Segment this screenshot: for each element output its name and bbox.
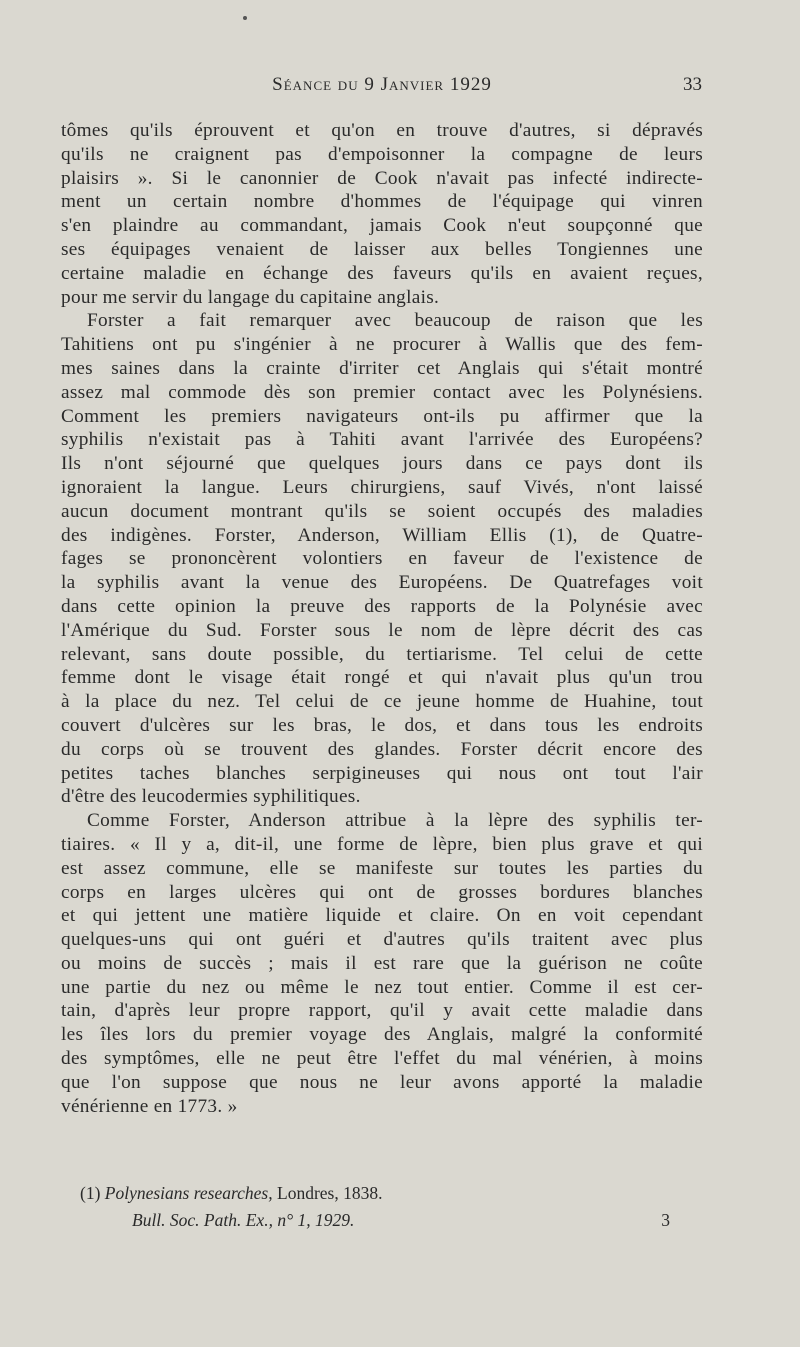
footnote-1 [80, 1180, 670, 1207]
body-line: petites taches blanches serpigineuses qui nous ont tout l'air [61, 762, 703, 784]
bulletin-line [80, 1207, 670, 1234]
body-line: ou moins de succès ; mais il est rare que la guérison ne coûte [61, 952, 703, 974]
body-line: Tahitiens ont pu s'ingénier à ne procurer à Wallis que des fem- [61, 334, 703, 356]
speck-mark [243, 16, 247, 20]
body-line: est assez commune, elle se manifeste sur toutes les parties du [61, 857, 703, 879]
body-line: aucun document montrant qu'ils se soient occupés des maladies [61, 500, 703, 522]
body-line: des indigènes. Forster, Anderson, William Ellis (1), de Quatre- [61, 524, 703, 546]
body-line: femme dont le visage était rongé et qui n'avait plus qu'un trou [61, 667, 703, 689]
body-line: ment un certain nombre d'hommes de l'équipage qui vinren [61, 191, 703, 213]
body-line: ses équipages venaient de laisser aux belles Tongiennes une [61, 238, 703, 260]
body-line: pour me servir du langage du capitaine anglais. [61, 286, 440, 308]
body-line: Ils n'ont séjourné que quelques jours dans ce pays dont ils [61, 453, 703, 475]
body-line: tain, d'après leur propre rapport, qu'il y avait cette maladie dans [61, 1000, 703, 1022]
body-line: mes saines dans la crainte d'irriter cet Anglais qui s'était montré [61, 357, 703, 379]
body-line: relevant, sans doute possible, du tertiarisme. Tel celui de cette [61, 643, 703, 665]
page-header [62, 74, 702, 104]
body-line: ignoraient la langue. Leurs chirurgiens, sauf Vivés, n'ont laissé [61, 476, 703, 498]
body-line: une partie du nez ou même le nez tout entier. Comme il est cer- [61, 976, 703, 998]
body-line: d'être des leucodermies syphilitiques. [61, 786, 361, 808]
body-line: des symptômes, elle ne peut être l'effet du mal vénérien, à moins [61, 1048, 703, 1070]
body-line: Comment les premiers navigateurs ont-ils pu affirmer que la [61, 405, 703, 427]
bulletin-reference: Bull. Soc. Path. Ex., n° 1, 1929. [132, 1210, 355, 1230]
footnote-marker: (1) [80, 1183, 101, 1203]
body-line: dans cette opinion la preuve des rapports de la Polynésie avec [61, 595, 703, 617]
page-number: 33 [683, 74, 702, 95]
body-line: du corps où se trouvent des glandes. Forster décrit encore des [61, 738, 703, 760]
body-line: Forster a fait remarquer avec beaucoup de raison que les [87, 310, 703, 332]
signature-number: 3 [661, 1210, 670, 1230]
body-line: couvert d'ulcères sur les bras, le dos, et dans tous les endroits [61, 714, 703, 736]
body-line: assez mal commode dès son premier contact avec les Polynésiens. [61, 381, 703, 403]
body-line: tiaires. « Il y a, dit-il, une forme de lèpre, bien plus grave et qui [61, 833, 703, 855]
body-line: la syphilis avant la venue des Européens. De Quatrefages voit [61, 572, 703, 594]
running-title: Séance du 9 Janvier 1929 [272, 74, 492, 95]
body-line: l'Amérique du Sud. Forster sous le nom de lèpre décrit des cas [61, 619, 703, 641]
body-line: fages se prononcèrent volontiers en faveur de l'existence de [61, 548, 703, 570]
footnote-title: Polynesians researches, [104, 1183, 273, 1203]
body-line: tômes qu'ils éprouvent et qu'on en trouve d'autres, si dépravés [61, 120, 703, 141]
body-line: s'en plaindre au commandant, jamais Cook n'eut soupçonné que [61, 215, 703, 237]
body-line: quelques-uns qui ont guéri et d'autres qu'ils traitent avec plus [61, 929, 703, 951]
body-line: qu'ils ne craignent pas d'empoisonner la compagne de leurs [61, 143, 703, 165]
body-line: et qui jettent une matière liquide et claire. On en voit cependant [61, 905, 703, 927]
body-line: corps en larges ulcères qui ont de grosses bordures blanches [61, 881, 703, 903]
body-line: certaine maladie en échange des faveurs qu'ils en avaient reçues, [61, 262, 703, 284]
body-line: syphilis n'existait pas à Tahiti avant l'arrivée des Européens? [61, 429, 703, 451]
body-line: que l'on suppose que nous ne leur avons apporté la maladie [61, 1071, 703, 1093]
body-line: les îles lors du premier voyage des Anglais, malgré la conformité [61, 1024, 703, 1046]
body-line: Comme Forster, Anderson attribue à la lèpre des syphilis ter- [87, 810, 703, 832]
footnotes [80, 1180, 670, 1234]
footnote-rest: Londres, 1838. [272, 1183, 383, 1203]
body-line: à la place du nez. Tel celui de ce jeune homme de Huahine, tout [61, 691, 703, 713]
body-line: vénérienne en 1773. » [61, 1095, 238, 1117]
body-line: plaisirs ». Si le canonnier de Cook n'avait pas infecté indirecte- [61, 167, 703, 189]
body-text [61, 119, 703, 1118]
